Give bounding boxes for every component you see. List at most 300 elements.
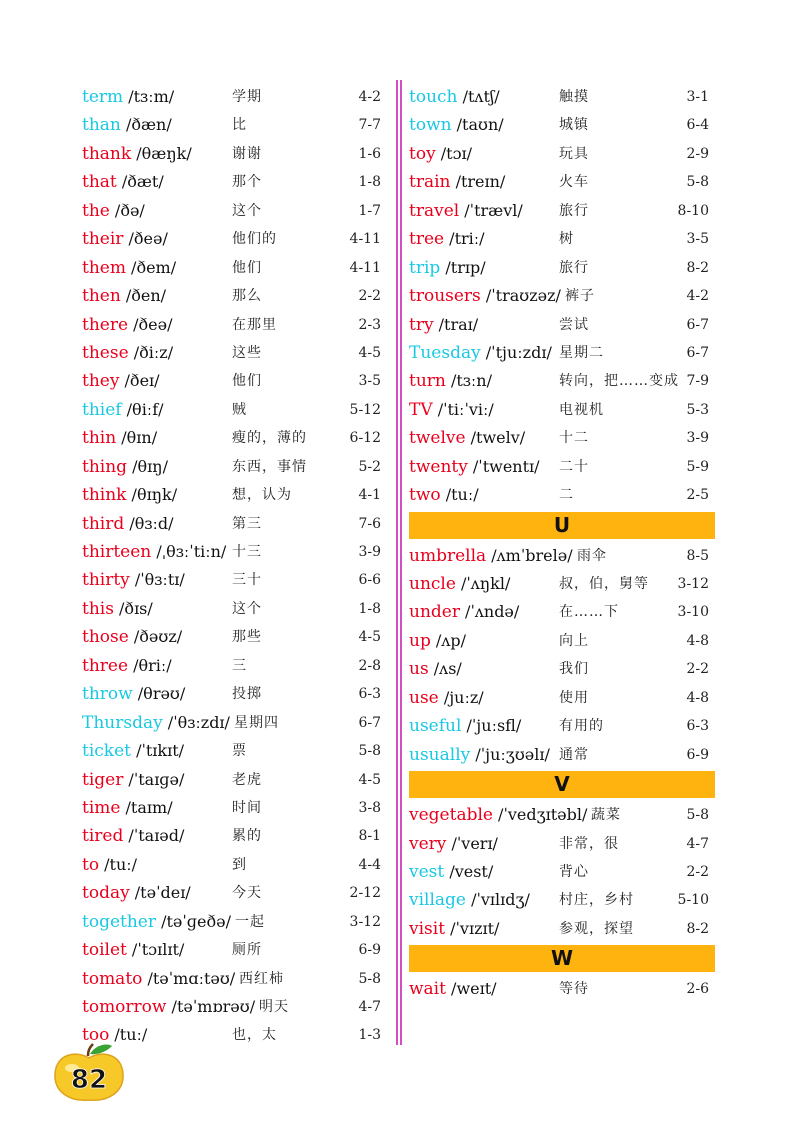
entry-phonetic: /θɜːd/ <box>124 513 174 533</box>
word-entry <box>82 908 387 936</box>
entry-headword <box>409 915 499 943</box>
entry-unit-ref: 4-5 <box>358 629 381 646</box>
entry-headword <box>82 282 166 310</box>
entry-word: term <box>82 87 124 107</box>
entry-phonetic: /ˈjuːʒʊəlɪ/ <box>470 744 550 764</box>
entry-phonetic: /ðə/ <box>109 200 145 220</box>
entry-phonetic: /θɪŋ/ <box>127 456 168 476</box>
entry-chinese-meaning: 老虎 <box>232 771 262 788</box>
word-entry <box>409 111 715 139</box>
entry-chinese-meaning: 背心 <box>559 863 589 880</box>
entry-word: then <box>82 286 121 307</box>
word-entry <box>409 830 715 858</box>
entry-word: vegetable <box>409 805 493 826</box>
entry-headword <box>409 542 573 570</box>
entry-word: uncle <box>409 574 456 594</box>
entry-phonetic: /ðəʊz/ <box>128 627 183 647</box>
entry-unit-ref: 3-12 <box>677 576 709 592</box>
apple-stem-icon <box>88 1044 93 1056</box>
entry-headword <box>82 993 255 1021</box>
entry-phonetic: /ʌs/ <box>428 659 462 679</box>
entry-unit-ref: 6-12 <box>349 430 381 447</box>
entry-unit-ref: 5-9 <box>686 458 709 475</box>
entry-word: ticket <box>82 741 131 762</box>
entry-phonetic: /ˈtrævl/ <box>459 200 523 220</box>
entry-phonetic: /ʌmˈbrelə/ <box>486 545 573 565</box>
word-entry <box>409 570 715 598</box>
entry-headword <box>82 851 137 879</box>
word-entry <box>82 680 387 708</box>
word-entry <box>409 542 715 570</box>
entry-word: together <box>82 911 156 932</box>
entry-chinese-meaning: 叔，伯，舅等 <box>559 576 649 592</box>
entry-headword <box>409 424 525 452</box>
entry-chinese-meaning: 这个 <box>232 202 262 219</box>
entry-word: the <box>82 200 110 221</box>
entry-chinese-meaning: 票 <box>232 743 247 760</box>
entry-headword <box>82 225 168 253</box>
entry-headword <box>82 822 184 850</box>
entry-chinese-meaning: 向上 <box>559 632 589 649</box>
entry-headword <box>82 794 173 822</box>
entry-headword <box>409 311 478 339</box>
entry-headword <box>82 197 145 225</box>
entry-headword <box>82 652 172 680</box>
entry-phonetic: /vest/ <box>444 861 494 881</box>
entry-word: useful <box>409 716 462 737</box>
entry-phonetic: /θæŋk/ <box>131 143 192 163</box>
entry-headword <box>409 975 497 1003</box>
entry-chinese-meaning: 玩具 <box>559 145 589 162</box>
entry-word: use <box>409 687 439 708</box>
word-entry <box>82 510 387 538</box>
entry-headword <box>82 709 230 737</box>
entry-phonetic: /təˈmɑːtəʊ/ <box>142 968 236 988</box>
entry-unit-ref: 6-7 <box>686 316 709 333</box>
word-entry <box>82 595 387 623</box>
page-number: 82 <box>70 1065 108 1095</box>
word-entry <box>409 481 715 509</box>
word-entry <box>409 140 715 168</box>
entry-phonetic: /ðen/ <box>120 286 167 306</box>
entry-unit-ref: 5-10 <box>677 892 709 909</box>
entry-unit-ref: 4-8 <box>686 632 709 649</box>
entry-word: today <box>82 883 130 904</box>
entry-headword <box>409 197 523 225</box>
entry-headword <box>409 254 486 282</box>
entry-phonetic: /triː/ <box>444 229 485 249</box>
word-entry <box>409 975 715 1003</box>
entry-chinese-meaning: 累的 <box>232 828 262 845</box>
entry-headword <box>409 225 485 253</box>
entry-phonetic: /juːz/ <box>438 687 484 707</box>
right-column <box>409 83 715 1004</box>
entry-headword <box>82 140 192 168</box>
entry-phonetic: /ˈvɪlɪdʒ/ <box>466 890 530 910</box>
entry-unit-ref: 6-3 <box>358 686 381 703</box>
word-entry <box>409 858 715 886</box>
word-entry <box>82 225 387 253</box>
entry-word: throw <box>82 684 133 705</box>
entry-phonetic: /ˈvedʒɪtəbl/ <box>492 805 588 825</box>
entry-word: than <box>82 115 121 136</box>
entry-phonetic: /ˈtwentɪ/ <box>467 456 540 476</box>
entry-unit-ref: 8-2 <box>686 259 709 276</box>
entry-word: visit <box>409 918 446 939</box>
entry-word: tiger <box>82 769 124 790</box>
entry-unit-ref: 1-6 <box>358 145 381 162</box>
entry-word: that <box>82 172 117 193</box>
entry-phonetic: /ˈvɪzɪt/ <box>445 918 500 938</box>
entry-unit-ref: 2-12 <box>349 885 381 902</box>
entry-word: they <box>82 371 120 392</box>
entry-chinese-meaning: 参观，探望 <box>559 920 634 937</box>
entry-chinese-meaning: 火车 <box>559 174 589 191</box>
entry-word: to <box>82 854 100 875</box>
entry-chinese-meaning: 星期四 <box>234 714 279 731</box>
entry-phonetic: /təˈmɒrəʊ/ <box>166 997 256 1016</box>
section-header-v: V <box>409 771 715 798</box>
entry-chinese-meaning: 时间 <box>232 799 262 816</box>
entry-headword <box>409 282 561 310</box>
entry-headword <box>82 965 235 993</box>
entry-headword <box>409 140 472 168</box>
word-entry <box>82 367 387 395</box>
entry-unit-ref: 2-3 <box>358 316 381 333</box>
apple-leaf-icon <box>90 1045 112 1055</box>
word-entry <box>82 111 387 139</box>
entry-chinese-meaning: 城镇 <box>559 117 589 134</box>
entry-unit-ref: 6-4 <box>686 117 709 134</box>
word-entry <box>82 737 387 765</box>
entry-phonetic: /ˈθɜːtɪ/ <box>129 570 185 590</box>
entry-chinese-meaning: 这些 <box>232 344 262 361</box>
entry-word: wait <box>409 979 446 1000</box>
entry-word: too <box>82 1025 110 1046</box>
entry-unit-ref: 2-2 <box>686 863 709 880</box>
entry-phonetic: /ˈtraʊzəz/ <box>480 286 561 306</box>
entry-chinese-meaning: 在……下 <box>559 604 619 621</box>
entry-headword <box>409 830 498 858</box>
entry-phonetic: /ˈtjuːzdɪ/ <box>480 342 552 362</box>
entry-word: them <box>82 257 126 278</box>
entry-headword <box>82 538 226 566</box>
entry-word: these <box>82 342 129 363</box>
entry-phonetic: /trɪp/ <box>440 257 486 277</box>
entry-word: those <box>82 627 129 648</box>
section-header-u: U <box>409 512 715 539</box>
word-entry <box>409 684 715 712</box>
entry-phonetic: /ðæt/ <box>116 172 164 192</box>
entry-phonetic: /θɪŋk/ <box>126 485 178 505</box>
entry-word: three <box>82 655 129 676</box>
entry-chinese-meaning: 贼 <box>232 401 247 418</box>
entry-headword <box>82 595 153 623</box>
entry-unit-ref: 6-3 <box>686 718 709 735</box>
word-entry <box>409 915 715 943</box>
entry-word: usually <box>409 744 471 765</box>
entry-headword <box>82 680 185 708</box>
entry-phonetic: /weɪt/ <box>445 979 497 999</box>
entry-phonetic: /ðiːz/ <box>128 342 174 362</box>
entry-headword <box>409 741 550 769</box>
entry-chinese-meaning: 三十 <box>232 572 262 589</box>
word-entry <box>82 879 387 907</box>
word-entry <box>82 424 387 452</box>
entry-word: tomato <box>82 968 143 989</box>
word-entry <box>82 396 387 424</box>
word-entry <box>82 936 387 964</box>
entry-unit-ref: 1-8 <box>358 600 381 617</box>
entry-chinese-meaning: 裤子 <box>565 288 595 305</box>
entry-unit-ref: 2-6 <box>686 981 709 998</box>
entry-phonetic: /təˈdeɪ/ <box>129 883 191 903</box>
entry-chinese-meaning: 他们 <box>232 259 262 276</box>
entry-chinese-meaning: 投掷 <box>232 686 262 703</box>
entry-headword <box>409 168 505 196</box>
entry-chinese-meaning: 也，太 <box>232 1027 277 1044</box>
entry-chinese-meaning: 在那里 <box>232 316 277 333</box>
word-entry <box>409 311 715 339</box>
entry-headword <box>82 168 164 196</box>
word-entry <box>409 453 715 481</box>
entry-headword <box>409 111 504 139</box>
word-entry <box>409 367 715 395</box>
word-entry <box>82 822 387 850</box>
entry-unit-ref: 4-7 <box>686 835 709 852</box>
entry-unit-ref: 2-9 <box>686 145 709 162</box>
entry-chinese-meaning: 电视机 <box>559 401 604 418</box>
entry-phonetic: /ʌp/ <box>430 630 466 650</box>
entry-word: train <box>409 172 451 193</box>
entry-phonetic: /ˈtaɪəd/ <box>123 826 185 846</box>
entry-unit-ref: 8-2 <box>686 920 709 937</box>
entry-word: thief <box>82 399 122 420</box>
word-entry <box>409 339 715 367</box>
entry-headword <box>409 481 479 509</box>
entry-headword <box>82 111 172 139</box>
entry-phonetic: /tuː/ <box>109 1025 148 1045</box>
entry-chinese-meaning: 厕所 <box>232 942 262 959</box>
entry-phonetic: /tuː/ <box>99 854 138 874</box>
entry-chinese-meaning: 那个 <box>232 174 262 191</box>
word-entry <box>409 225 715 253</box>
entry-unit-ref: 5-3 <box>686 401 709 418</box>
word-entry <box>409 282 715 310</box>
word-entry <box>82 794 387 822</box>
entry-unit-ref: 3-12 <box>349 913 381 930</box>
word-entry <box>409 424 715 452</box>
word-entry <box>82 339 387 367</box>
entry-phonetic: /θrəʊ/ <box>132 684 186 704</box>
word-entry <box>82 282 387 310</box>
word-entry <box>409 627 715 655</box>
entry-word: very <box>409 833 447 854</box>
entry-unit-ref: 6-7 <box>686 344 709 361</box>
entry-headword <box>82 481 177 509</box>
entry-unit-ref: 4-7 <box>358 999 381 1015</box>
entry-phonetic: /ðeɪ/ <box>119 371 160 391</box>
entry-headword <box>409 712 521 740</box>
entry-unit-ref: 1-7 <box>358 202 381 219</box>
word-entry <box>82 965 387 993</box>
entry-unit-ref: 3-10 <box>677 604 709 621</box>
entry-headword <box>82 908 231 936</box>
entry-chinese-meaning: 西红柿 <box>239 970 284 987</box>
entry-phonetic: /traɪ/ <box>433 314 479 334</box>
entry-headword <box>409 570 510 598</box>
entry-unit-ref: 4-5 <box>358 344 381 361</box>
entry-word: third <box>82 513 125 534</box>
entry-chinese-meaning: 第三 <box>232 515 262 532</box>
entry-unit-ref: 4-11 <box>349 231 381 248</box>
word-entry <box>409 598 715 626</box>
entry-word: tomorrow <box>82 997 167 1017</box>
entry-phonetic: /ˈθɜːzdɪ/ <box>162 712 230 732</box>
entry-unit-ref: 3-9 <box>686 430 709 447</box>
entry-word: time <box>82 797 121 818</box>
entry-headword <box>82 510 174 538</box>
word-entry <box>82 709 387 737</box>
entry-word: turn <box>409 371 446 392</box>
entry-word: tired <box>82 826 124 847</box>
entry-headword <box>82 339 173 367</box>
entry-phonetic: /ˈʌŋkl/ <box>455 574 511 593</box>
entry-word: thing <box>82 456 128 477</box>
entry-headword <box>409 801 587 829</box>
entry-chinese-meaning: 二十 <box>559 458 589 475</box>
entry-chinese-meaning: 等待 <box>559 981 589 998</box>
entry-unit-ref: 2-2 <box>358 288 381 305</box>
entry-headword <box>409 83 500 111</box>
column-divider-left-line <box>396 80 398 1045</box>
word-entry <box>82 168 387 196</box>
entry-chinese-meaning: 想，认为 <box>232 487 292 504</box>
entry-unit-ref: 5-8 <box>686 174 709 191</box>
entry-headword <box>409 655 462 683</box>
entry-word: up <box>409 630 431 651</box>
entry-chinese-meaning: 学期 <box>232 89 262 105</box>
entry-unit-ref: 8-5 <box>686 547 709 564</box>
entry-word: us <box>409 659 429 680</box>
entry-phonetic: /ˈtɪkɪt/ <box>130 741 185 761</box>
entry-headword <box>82 623 182 651</box>
entry-chinese-meaning: 旅行 <box>559 259 589 276</box>
entry-chinese-meaning: 我们 <box>559 661 589 678</box>
entry-chinese-meaning: 瘦的，薄的 <box>232 430 307 447</box>
word-entry <box>409 741 715 769</box>
entry-phonetic: /treɪn/ <box>450 172 506 192</box>
entry-word: under <box>409 602 460 623</box>
entry-unit-ref: 2-2 <box>686 661 709 678</box>
entry-phonetic: /ˈtɔɪlɪt/ <box>126 940 185 960</box>
entry-unit-ref: 3-1 <box>686 89 709 105</box>
word-entry <box>409 254 715 282</box>
entry-phonetic: /tɔɪ/ <box>435 143 473 163</box>
entry-phonetic: /ˈtaɪɡə/ <box>123 769 185 789</box>
entry-chinese-meaning: 谢谢 <box>232 145 262 162</box>
column-divider-right-line <box>400 80 402 1045</box>
entry-headword <box>82 566 185 594</box>
entry-word: twenty <box>409 456 468 477</box>
entry-headword <box>409 453 540 481</box>
entry-phonetic: /ˈjuːsfl/ <box>461 716 522 736</box>
word-entry <box>409 396 715 424</box>
word-entry <box>409 168 715 196</box>
entry-unit-ref: 3-8 <box>358 799 381 816</box>
entry-phonetic: /təˈɡeðə/ <box>155 911 231 931</box>
entry-unit-ref: 4-2 <box>686 288 709 305</box>
entry-chinese-meaning: 转向，把……变成 <box>559 373 679 390</box>
entry-chinese-meaning: 一起 <box>235 913 265 930</box>
entry-phonetic: /θiːf/ <box>121 399 164 419</box>
entry-phonetic: /ˈverɪ/ <box>446 833 498 853</box>
word-entry <box>82 766 387 794</box>
entry-word: umbrella <box>409 545 487 566</box>
entry-phonetic: /θriː/ <box>128 655 172 675</box>
word-entry <box>82 993 387 1021</box>
entry-headword <box>409 367 492 395</box>
entry-chinese-meaning: 触摸 <box>559 89 589 105</box>
entry-phonetic: /tuː/ <box>440 485 479 505</box>
entry-word: toy <box>409 143 436 164</box>
entry-chinese-meaning: 十三 <box>232 544 262 560</box>
entry-headword <box>409 684 484 712</box>
word-entry <box>82 652 387 680</box>
entry-word: village <box>409 890 466 911</box>
entry-unit-ref: 5-8 <box>358 970 381 987</box>
entry-headword <box>82 424 157 452</box>
entry-unit-ref: 4-5 <box>358 771 381 788</box>
entry-headword <box>82 737 184 765</box>
entry-unit-ref: 6-9 <box>358 942 381 959</box>
entry-unit-ref: 4-11 <box>349 259 381 276</box>
word-entry <box>409 712 715 740</box>
entry-word: tree <box>409 229 445 250</box>
section-header-w: W <box>409 945 715 972</box>
entry-chinese-meaning: 他们 <box>232 373 262 390</box>
entry-word: Tuesday <box>409 342 481 363</box>
entry-headword <box>82 254 176 282</box>
entry-headword <box>82 879 191 907</box>
entry-chinese-meaning: 这个 <box>232 600 262 617</box>
entry-headword <box>82 453 168 481</box>
word-entry <box>82 566 387 594</box>
entry-unit-ref: 4-1 <box>358 487 381 504</box>
entry-unit-ref: 5-8 <box>358 743 381 760</box>
entry-phonetic: /ˈtiːˈviː/ <box>432 399 494 419</box>
entry-unit-ref: 6-7 <box>358 714 381 731</box>
entry-word: there <box>82 314 129 335</box>
entry-unit-ref: 5-2 <box>358 458 381 475</box>
entry-phonetic: /ðeə/ <box>128 314 173 334</box>
word-entry <box>82 140 387 168</box>
entry-word: toilet <box>82 940 127 961</box>
word-entry <box>82 538 387 566</box>
entry-unit-ref: 3-5 <box>358 373 381 390</box>
word-entry <box>82 623 387 651</box>
word-entry <box>409 197 715 225</box>
entry-phonetic: /tʌtʃ/ <box>457 87 500 106</box>
word-entry <box>82 311 387 339</box>
entry-phonetic: /θɪn/ <box>116 428 158 448</box>
entry-chinese-meaning: 旅行 <box>559 202 589 219</box>
entry-headword <box>409 858 493 886</box>
entry-headword <box>82 367 160 395</box>
entry-word: vest <box>409 861 445 882</box>
entry-unit-ref: 4-2 <box>358 89 381 105</box>
entry-phonetic: /ˌθɜːˈtiːn/ <box>151 542 227 561</box>
